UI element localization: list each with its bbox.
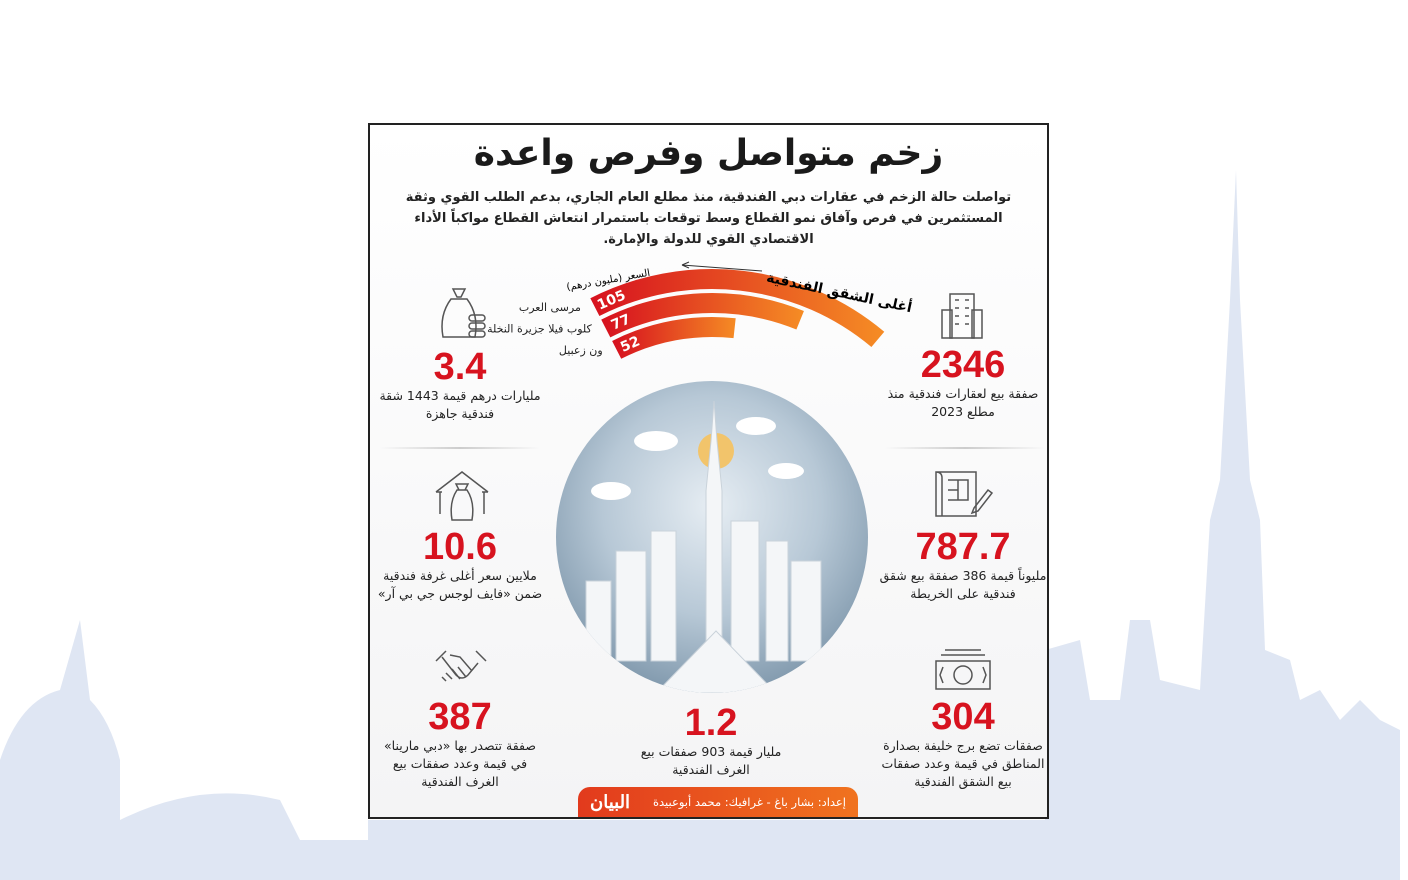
stat-value: 304	[931, 696, 995, 738]
stat-label: صفقة بيع لعقارات فندقية منذ مطلع 2023	[887, 386, 1039, 419]
stat-label: مليار قيمة 903 صفقات بيع الغرف الفندقية	[640, 744, 782, 777]
divider	[380, 447, 540, 449]
stat-label: مليوناً قيمة 386 صفقة بيع شقق فندقية على الخريطة	[879, 568, 1047, 601]
credits-text: إعداد: بشار باغ - غرافيك: محمد أبوعبيدة	[652, 795, 846, 809]
arc-bar-category: كلوب فيلا جزيرة النخلة	[487, 322, 592, 336]
building-icon	[938, 290, 986, 340]
handshake-icon	[432, 647, 490, 695]
arc-bar-category: ون زعبيل	[558, 343, 603, 357]
stat-dubai-marina	[375, 697, 545, 791]
chart-axis-label: السعر (مليون درهم)	[565, 267, 651, 294]
stat-value: 3.4	[433, 346, 487, 388]
money-bag-icon	[433, 285, 489, 341]
stat-label: ملايين سعر أغلى غرفة فندقية ضمن «فايف لوجس جي بي آر»	[377, 568, 543, 601]
arc-bar-category: مرسى العرب	[518, 301, 581, 315]
footer-credits-bar	[578, 787, 858, 817]
stat-label: صفقة تتصدر بها «دبي مارينا» في قيمة وعدد صفقات بيع الغرف الفندقية	[384, 738, 536, 789]
blueprint-icon	[932, 468, 994, 520]
stat-value: 2346	[920, 344, 1006, 386]
stat-value: 1.2	[684, 702, 738, 744]
albayan-logo: البيان	[590, 791, 631, 813]
stat-value: 10.6	[423, 526, 497, 568]
stat-total-deals	[878, 345, 1048, 421]
divider	[885, 447, 1045, 449]
stat-label: صفقات تضع برج خليفة بصدارة المناطق في قيمة وعدد صفقات بيع الشقق الفندقية	[881, 738, 1045, 789]
banknote-icon	[933, 647, 993, 691]
stat-ready-apartments	[375, 347, 545, 423]
stat-burj-khalifa	[878, 697, 1048, 791]
stat-offplan-value	[878, 527, 1048, 603]
intro-text: تواصلت حالة الزخم في عقارات دبي الفندقية، منذ مطلع العام الجاري، بدعم الطلب القوي وثقة المستثمرين في فرص وآفاق نمو القطاع وسط توقعات باستمرار انتعاش القطاع مواكباً الأداء الاقتصادي القوي للدولة والإمارة.	[405, 190, 1012, 247]
stat-value: 387	[428, 696, 492, 738]
page-title: زخم متواصل وفرص واعدة	[473, 133, 944, 174]
chart-title: أغلى الشقق الفندقية	[764, 269, 914, 317]
arc-bar-value: 77	[608, 311, 634, 334]
stat-hotel-rooms	[626, 703, 796, 779]
stat-priciest-room	[375, 527, 545, 603]
house-bag-icon	[432, 468, 492, 524]
stat-label: مليارات درهم قيمة 1443 شقة فندقية جاهزة	[379, 388, 541, 421]
arc-bar-value: 105	[595, 287, 629, 314]
arc-bar-value: 52	[618, 333, 643, 356]
stat-value: 787.7	[915, 526, 1011, 568]
infographic-card	[368, 123, 1049, 819]
